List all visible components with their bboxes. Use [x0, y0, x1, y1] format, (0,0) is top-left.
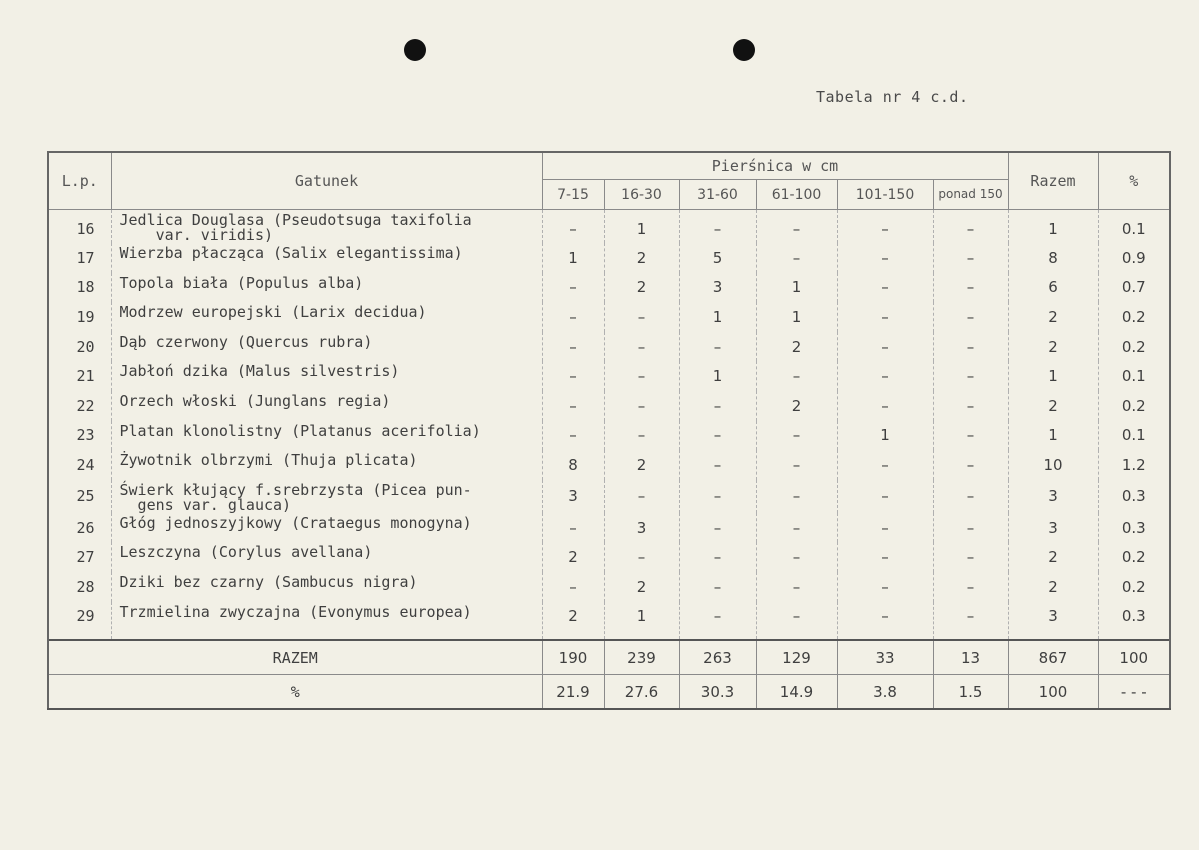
diameter-count: 5 [679, 243, 756, 273]
species-name: Jabłoń dzika (Malus silvestris) [111, 361, 542, 391]
header-bin-31-60: 31-60 [679, 180, 756, 210]
diameter-count: 2 [542, 602, 604, 641]
table-row [48, 273, 1170, 303]
diameter-count: 2 [604, 572, 679, 602]
diameter-count: – [933, 332, 1008, 362]
total-percent: 100 [1098, 640, 1170, 675]
diameter-count: – [679, 480, 756, 513]
diameter-count: – [837, 361, 933, 391]
table-row [48, 421, 1170, 451]
header-bin-16-30: 16-30 [604, 180, 679, 210]
percent-bin-4: 14.9 [756, 675, 837, 710]
row-percent: 0.3 [1098, 602, 1170, 641]
diameter-count: – [933, 243, 1008, 273]
diameter-count: – [756, 572, 837, 602]
percent-label: % [48, 675, 542, 710]
diameter-count: – [837, 243, 933, 273]
row-total: 1 [1008, 361, 1098, 391]
percent-bin-1: 21.9 [542, 675, 604, 710]
diameter-count: – [679, 332, 756, 362]
row-total: 2 [1008, 542, 1098, 572]
diameter-count: – [756, 450, 837, 480]
diameter-count: – [837, 572, 933, 602]
table-row [48, 542, 1170, 572]
diameter-count: – [933, 513, 1008, 543]
row-number: 19 [48, 302, 111, 332]
table-row [48, 391, 1170, 421]
diameter-count: – [933, 361, 1008, 391]
header-bin-101-150: 101-150 [837, 180, 933, 210]
header-bin-ponad-150: ponad 150 [933, 180, 1008, 210]
punch-hole-right [733, 39, 755, 61]
diameter-count: – [837, 480, 933, 513]
diameter-count: – [837, 450, 933, 480]
percent-bin-6: 1.5 [933, 675, 1008, 710]
diameter-count: – [837, 210, 933, 244]
row-number: 27 [48, 542, 111, 572]
diameter-count: – [756, 480, 837, 513]
species-name: Trzmielina zwyczajna (Evonymus europea) [111, 602, 542, 641]
row-total: 6 [1008, 273, 1098, 303]
species-name: Leszczyna (Corylus avellana) [111, 542, 542, 572]
total-bin-4: 129 [756, 640, 837, 675]
diameter-count: – [679, 572, 756, 602]
diameter-count: – [837, 302, 933, 332]
diameter-count: – [756, 243, 837, 273]
diameter-count: 2 [604, 450, 679, 480]
row-percent: 0.9 [1098, 243, 1170, 273]
row-number: 24 [48, 450, 111, 480]
table-row [48, 210, 1170, 244]
row-number: 26 [48, 513, 111, 543]
total-bin-3: 263 [679, 640, 756, 675]
species-name: Topola biała (Populus alba) [111, 273, 542, 303]
diameter-count: 3 [604, 513, 679, 543]
diameter-count: – [604, 332, 679, 362]
species-name: Głóg jednoszyjkowy (Crataegus monogyna) [111, 513, 542, 543]
diameter-count: 8 [542, 450, 604, 480]
diameter-count: – [933, 602, 1008, 641]
row-number: 20 [48, 332, 111, 362]
row-percent: 0.3 [1098, 480, 1170, 513]
species-name: Dąb czerwony (Quercus rubra) [111, 332, 542, 362]
species-name: Modrzew europejski (Larix decidua) [111, 302, 542, 332]
species-name: Platan klonolistny (Platanus acerifolia) [111, 421, 542, 451]
row-percent: 0.1 [1098, 210, 1170, 244]
header-bin-7-15: 7-15 [542, 180, 604, 210]
diameter-count: 2 [604, 243, 679, 273]
diameter-count: – [933, 302, 1008, 332]
row-number: 18 [48, 273, 111, 303]
diameter-count: 2 [756, 332, 837, 362]
row-percent: 0.2 [1098, 572, 1170, 602]
row-number: 28 [48, 572, 111, 602]
table-row [48, 332, 1170, 362]
diameter-count: – [679, 602, 756, 641]
diameter-count: 1 [756, 302, 837, 332]
diameter-count: – [933, 421, 1008, 451]
row-percent: 0.2 [1098, 302, 1170, 332]
species-name: Dziki bez czarny (Sambucus nigra) [111, 572, 542, 602]
diameter-count: – [679, 513, 756, 543]
table-body [48, 210, 1170, 641]
table-row [48, 450, 1170, 480]
percent-percent: - - - [1098, 675, 1170, 710]
diameter-count: 2 [756, 391, 837, 421]
row-total: 2 [1008, 302, 1098, 332]
total-bin-2: 239 [604, 640, 679, 675]
species-table [47, 151, 1171, 710]
row-total: 1 [1008, 421, 1098, 451]
table-row [48, 361, 1170, 391]
total-bin-1: 190 [542, 640, 604, 675]
row-total: 2 [1008, 391, 1098, 421]
diameter-count: – [837, 391, 933, 421]
diameter-count: – [542, 273, 604, 303]
table-row [48, 480, 1170, 513]
diameter-count: – [604, 361, 679, 391]
diameter-count: – [933, 210, 1008, 244]
header-piersnica: Pierśnica w cm [542, 152, 1008, 180]
diameter-count: 1 [679, 361, 756, 391]
row-percent: 0.2 [1098, 542, 1170, 572]
species-name: Wierzba płacząca (Salix elegantissima) [111, 243, 542, 273]
species-name: Żywotnik olbrzymi (Thuja plicata) [111, 450, 542, 480]
diameter-count: 2 [542, 542, 604, 572]
diameter-count: – [837, 513, 933, 543]
punch-hole-left [404, 39, 426, 61]
diameter-count: – [542, 302, 604, 332]
row-percent: 0.2 [1098, 391, 1170, 421]
diameter-count: – [756, 361, 837, 391]
table-row [48, 572, 1170, 602]
diameter-count: – [542, 210, 604, 244]
diameter-count: – [542, 361, 604, 391]
row-total: 3 [1008, 602, 1098, 641]
diameter-count: 1 [542, 243, 604, 273]
row-total: 3 [1008, 513, 1098, 543]
percent-bin-5: 3.8 [837, 675, 933, 710]
header-razem: Razem [1008, 152, 1098, 210]
diameter-count: – [837, 602, 933, 641]
diameter-count: 1 [679, 302, 756, 332]
diameter-count: – [933, 542, 1008, 572]
row-number: 16 [48, 210, 111, 244]
total-row [48, 640, 1170, 675]
species-name: Świerk kłujący f.srebrzysta (Picea pun- gens var. glauca) [111, 480, 542, 513]
total-bin-5: 33 [837, 640, 933, 675]
row-number: 25 [48, 480, 111, 513]
diameter-count: – [542, 421, 604, 451]
diameter-count: 1 [604, 602, 679, 641]
header-gatunek: Gatunek [111, 152, 542, 210]
diameter-count: – [933, 273, 1008, 303]
header-bin-61-100: 61-100 [756, 180, 837, 210]
row-number: 23 [48, 421, 111, 451]
total-label: RAZEM [48, 640, 542, 675]
row-percent: 0.7 [1098, 273, 1170, 303]
row-total: 3 [1008, 480, 1098, 513]
diameter-count: – [542, 572, 604, 602]
row-number: 17 [48, 243, 111, 273]
row-percent: 0.1 [1098, 361, 1170, 391]
diameter-count: – [679, 450, 756, 480]
diameter-count: – [756, 542, 837, 572]
diameter-count: – [679, 421, 756, 451]
row-percent: 0.1 [1098, 421, 1170, 451]
diameter-count: 3 [542, 480, 604, 513]
row-number: 21 [48, 361, 111, 391]
header-percent: % [1098, 152, 1170, 210]
row-percent: 0.3 [1098, 513, 1170, 543]
table-row [48, 602, 1170, 641]
diameter-count: 2 [604, 273, 679, 303]
row-total: 2 [1008, 332, 1098, 362]
percent-bin-2: 27.6 [604, 675, 679, 710]
table-caption: Tabela nr 4 c.d. [816, 88, 969, 106]
total-bin-6: 13 [933, 640, 1008, 675]
row-total: 10 [1008, 450, 1098, 480]
row-percent: 0.2 [1098, 332, 1170, 362]
diameter-count: – [679, 542, 756, 572]
diameter-count: – [604, 391, 679, 421]
row-total: 1 [1008, 210, 1098, 244]
table-row [48, 243, 1170, 273]
diameter-count: – [756, 602, 837, 641]
row-number: 29 [48, 602, 111, 641]
diameter-count: – [679, 210, 756, 244]
diameter-count: 1 [604, 210, 679, 244]
diameter-count: – [542, 513, 604, 543]
diameter-count: – [542, 332, 604, 362]
row-total: 8 [1008, 243, 1098, 273]
diameter-count: – [756, 421, 837, 451]
diameter-count: – [933, 572, 1008, 602]
diameter-count: – [604, 421, 679, 451]
row-percent: 1.2 [1098, 450, 1170, 480]
table-row [48, 302, 1170, 332]
diameter-count: 1 [837, 421, 933, 451]
percent-row [48, 675, 1170, 710]
diameter-count: – [837, 542, 933, 572]
percent-razem: 100 [1008, 675, 1098, 710]
diameter-count: – [679, 391, 756, 421]
diameter-count: – [756, 513, 837, 543]
total-razem: 867 [1008, 640, 1098, 675]
diameter-count: 1 [756, 273, 837, 303]
percent-bin-3: 30.3 [679, 675, 756, 710]
diameter-count: – [837, 332, 933, 362]
diameter-count: – [756, 210, 837, 244]
header-lp: L.p. [48, 152, 111, 210]
diameter-count: 3 [679, 273, 756, 303]
diameter-count: – [604, 302, 679, 332]
diameter-count: – [837, 273, 933, 303]
diameter-count: – [933, 480, 1008, 513]
diameter-count: – [604, 542, 679, 572]
diameter-count: – [933, 391, 1008, 421]
diameter-count: – [933, 450, 1008, 480]
table-row [48, 513, 1170, 543]
diameter-count: – [542, 391, 604, 421]
row-number: 22 [48, 391, 111, 421]
species-name: Orzech włoski (Junglans regia) [111, 391, 542, 421]
row-total: 2 [1008, 572, 1098, 602]
diameter-count: – [604, 480, 679, 513]
species-name: Jedlica Douglasa (Pseudotsuga taxifolia var. viridis) [111, 210, 542, 244]
